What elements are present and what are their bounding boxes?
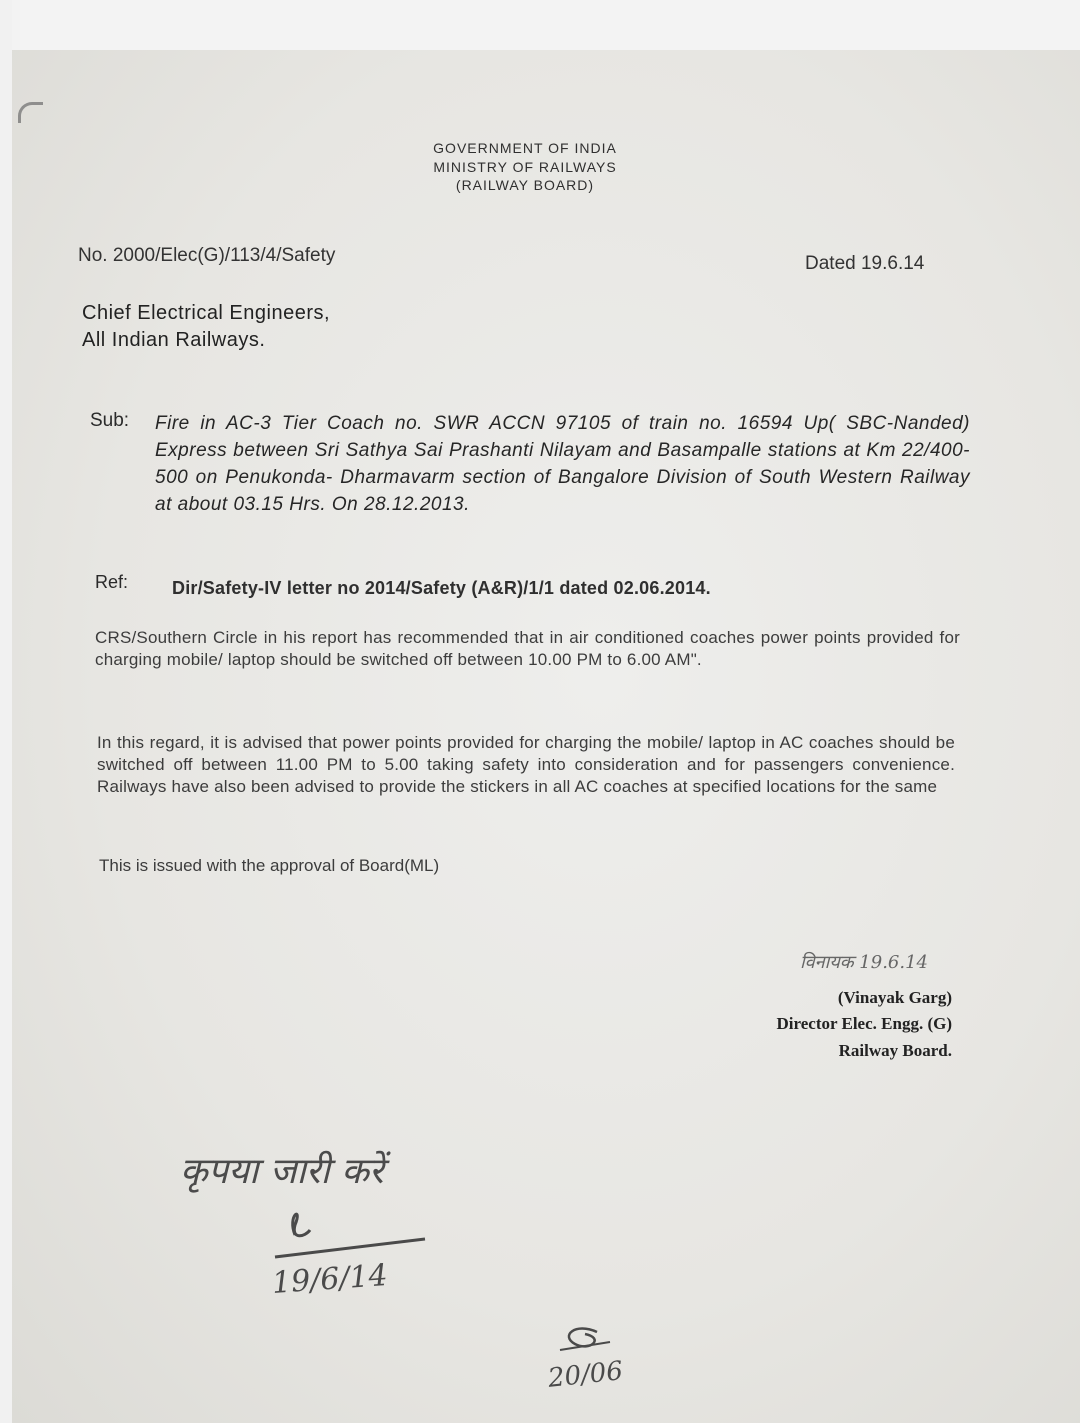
signatory-name: (Vinayak Garg): [837, 988, 952, 1007]
handwritten-hindi-note: कृपया जारी करें: [180, 1151, 384, 1192]
handwritten-initials: विनायक 19.6.14: [800, 952, 929, 973]
header-government: GOVERNMENT OF INDIA: [433, 140, 617, 156]
top-margin: [0, 0, 1080, 50]
header-ministry: MINISTRY OF RAILWAYS: [433, 159, 617, 175]
addressee-line-1: Chief Electrical Engineers,: [82, 302, 331, 324]
handwritten-signature-mark: [265, 1195, 435, 1265]
handwritten-date-2: 20/06: [546, 1356, 625, 1394]
file-number: No. 2000/Elec(G)/113/4/Safety: [78, 245, 336, 266]
body-paragraph-3: This is issued with the approval of Board(ML): [99, 856, 440, 875]
signatory-designation: Director Elec. Engg. (G): [776, 1014, 952, 1033]
punch-hole-mark: [18, 102, 43, 123]
letter-date: Dated 19.6.14: [805, 253, 925, 274]
ref-text: Dir/Safety-IV letter no 2014/Safety (A&R)/1/1 dated 02.06.2014.: [172, 578, 711, 598]
subject-text: Fire in AC-3 Tier Coach no. SWR ACCN 97105 of train no. 16594 Up( SBC-Nanded) Express between Sri Sathya Sai Prashanti Nilayam and Basampalle stations at Km 22/400-500 on Penukonda- Dharmavarm section of Bangalore Division of South Western Railway at about 03.15 Hrs. On 28.12.2013.: [155, 413, 970, 515]
body-paragraph-1: CRS/Southern Circle in his report has recommended that in air conditioned coaches power points provided for charging mobile/ laptop should be switched off between 10.00 PM to 6.00 AM".: [95, 628, 960, 669]
handwritten-initial-mark: [555, 1322, 615, 1358]
body-paragraph-2: In this regard, it is advised that power points provided for charging the mobile/ laptop in AC coaches should be switched off between 11.00 PM to 5.00 taking safety into consideration and for passengers convenience. Railways have also been advised to provide the stickers in all AC coaches at specified locations for the same: [97, 733, 955, 796]
addressee-line-2: All Indian Railways.: [82, 329, 266, 351]
ref-label: Ref:: [95, 572, 129, 592]
subject-label: Sub:: [90, 410, 130, 431]
signatory-organisation: Railway Board.: [838, 1041, 952, 1060]
left-margin: [0, 0, 12, 1423]
header-board: (RAILWAY BOARD): [455, 177, 595, 193]
handwritten-date-1: 19/6/14: [270, 1258, 389, 1301]
addressee: [82, 300, 330, 354]
